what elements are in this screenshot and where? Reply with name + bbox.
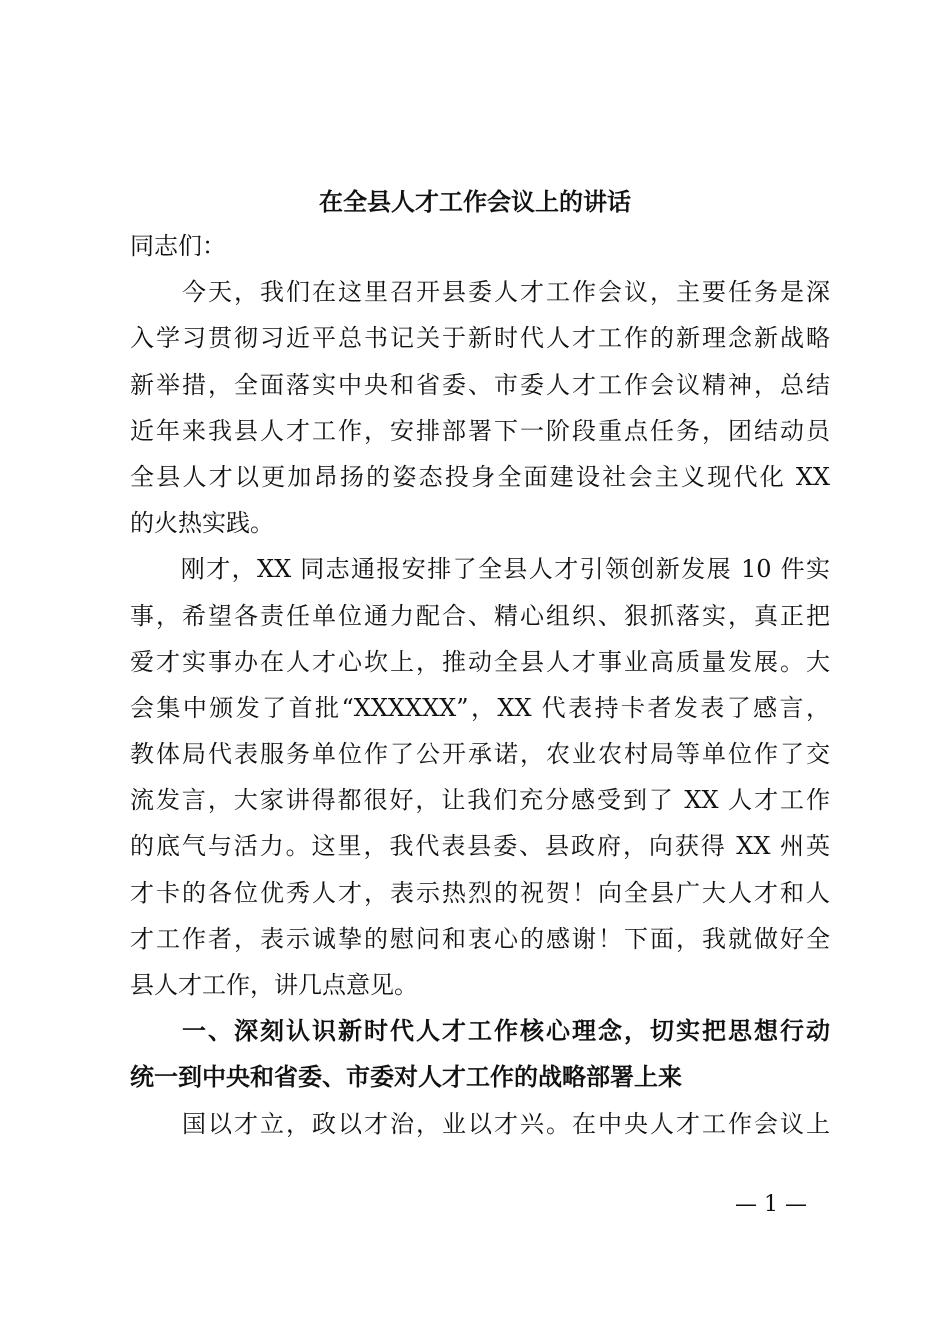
- text-line: 的火热实践。: [130, 509, 274, 538]
- text-line: 事，希望各责任单位通力配合、精心组织、狠抓落实，真正把: [130, 601, 830, 630]
- text-line: 新举措，全面落实中央和省委、市委人才工作会议精神，总结: [130, 370, 830, 399]
- text-line: 的底气与活力。这里，我代表县委、县政府，向获得 XX 州英: [130, 832, 830, 861]
- document-title: 在全县人才工作会议上的讲话: [319, 187, 631, 216]
- text-line: 会集中颁发了首批“XXXXXX”，XX 代表持卡者发表了感言，: [130, 693, 830, 722]
- text-line: 刚才，XX 同志通报安排了全县人才引领创新发展 10 件实: [130, 555, 830, 584]
- section-heading-line: 统一到中央和省委、市委对人才工作的战略部署上来: [130, 1063, 682, 1092]
- text-line: 才卡的各位优秀人才，表示热烈的祝贺！向全县广大人才和人: [130, 878, 830, 907]
- text-line: 今天，我们在这里召开县委人才工作会议，主要任务是深: [130, 278, 830, 307]
- text-line: 国以才立，政以才治，业以才兴。在中央人才工作会议上: [130, 1109, 830, 1138]
- text-line: 全县人才以更加昂扬的姿态投身全面建设社会主义现代化 XX: [130, 462, 830, 491]
- section-heading-line: 一、深刻认识新时代人才工作核心理念，切实把思想行动: [130, 1017, 830, 1046]
- text-line: 同志们：: [130, 232, 226, 260]
- text-line: 才工作者，表示诚挚的慰问和衷心的感谢！下面，我就做好全: [130, 924, 830, 953]
- page-number: — 1 —: [735, 1192, 807, 1217]
- document-body: [130, 226, 830, 1150]
- text-line: 爱才实事办在人才心坎上，推动全县人才事业高质量发展。大: [130, 647, 830, 676]
- text-line: 入学习贯彻习近平总书记关于新时代人才工作的新理念新战略: [130, 324, 830, 353]
- text-line: 教体局代表服务单位作了公开承诺，农业农村局等单位作了交: [130, 740, 830, 769]
- text-line: 流发言，大家讲得都很好，让我们充分感受到了 XX 人才工作: [130, 786, 830, 815]
- text-line: 近年来我县人才工作，安排部署下一阶段重点任务，团结动员: [130, 416, 830, 445]
- text-line: 县人才工作，讲几点意见。: [130, 971, 418, 999]
